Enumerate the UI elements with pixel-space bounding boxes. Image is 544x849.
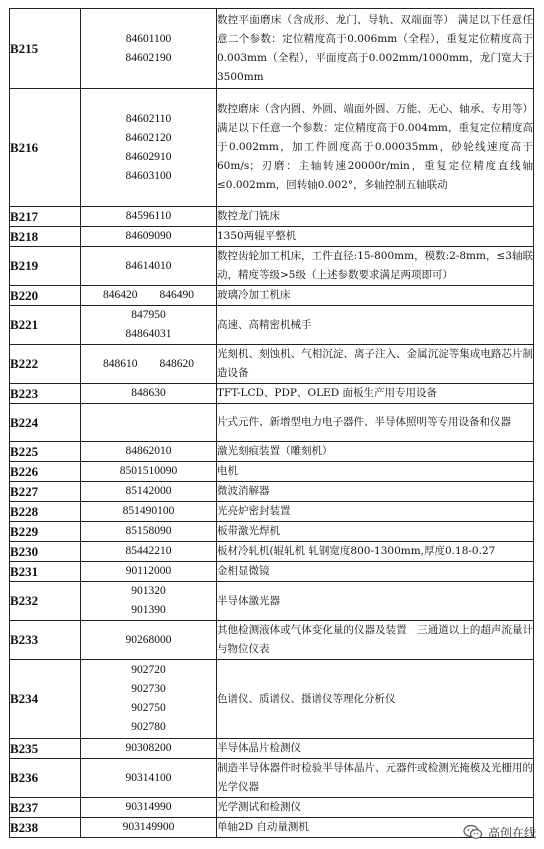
- hs-code: 84601100: [125, 32, 172, 45]
- hs-code: 902720: [131, 664, 166, 676]
- hs-code: 84603100: [125, 169, 172, 182]
- table-row: [10, 404, 534, 442]
- hs-code: 902750: [131, 702, 166, 714]
- hs-code: 84609090: [125, 230, 172, 242]
- item-id: B233: [10, 621, 81, 660]
- item-id: B220: [10, 286, 81, 306]
- hs-code-cell: [81, 798, 217, 818]
- item-id: B215: [10, 9, 81, 89]
- item-description: 光亮炉密封装置: [217, 502, 534, 522]
- item-description: 片式元件、新增型电力电子器件、半导体照明等专用设备和仪器: [217, 404, 534, 442]
- hs-code-cell: [81, 227, 217, 247]
- table-row: [10, 621, 534, 660]
- equipment-table: [9, 8, 534, 838]
- table-row: [10, 89, 534, 207]
- hs-code-cell: [81, 247, 217, 286]
- table-row: [10, 522, 534, 542]
- hs-code: 84862010: [125, 445, 172, 457]
- hs-code-cell: [81, 739, 217, 759]
- item-description: 制造半导体器件时检验半导体晶片、元器件或检测光掩模及光栅用的光学仪器: [217, 759, 534, 798]
- item-description: 激光刻痕装置（雕刻机）: [217, 442, 534, 462]
- item-id: B229: [10, 522, 81, 542]
- item-description: 半导体激光器: [217, 582, 534, 621]
- item-id: B223: [10, 384, 81, 404]
- hs-code: 90268000: [125, 633, 172, 646]
- table-row: [10, 384, 534, 404]
- item-description: 1350两辊平整机: [217, 227, 534, 247]
- item-id: B221: [10, 306, 81, 345]
- item-description: 色谱仪、质谱仪、摄谱仪等理化分析仪: [217, 660, 534, 739]
- hs-code: 85142000: [125, 485, 172, 497]
- hs-code: 8501510090: [119, 465, 178, 477]
- table-row: [10, 562, 534, 582]
- hs-code: 90112000: [125, 565, 172, 577]
- item-id: B217: [10, 207, 81, 227]
- table-row: [10, 582, 534, 621]
- hs-code: 90314100: [125, 771, 172, 784]
- table-row: [10, 462, 534, 482]
- item-description: 数控磨床（含内圆、外圆、端面外圆、万能、无心、轴承、专用等） 满足以下任意一个参数：定位精度高于0.004mm，重复定位精度高于0.002mm，加工件圆度高于0.00035mm，砂轮线速度高于60m/s；刃磨：主轴转速20000r/min，重复定位精度直线轴≤0.002mm，回转轴0.002°，多轴控制五轴联动: [217, 89, 534, 207]
- item-id: B237: [10, 798, 81, 818]
- hs-code-cell: [81, 9, 217, 89]
- hs-code-cell: [81, 404, 217, 442]
- wechat-icon: [463, 824, 483, 840]
- hs-code: 847950: [131, 309, 166, 321]
- item-description: 数控齿轮加工机床，工件直径:15-800mm，模数:2-8mm，≤3轴联动，精度等级>5级（上述参数要求满足两项即可）: [217, 247, 534, 286]
- table-row: [10, 502, 534, 522]
- hs-code: 84602910: [125, 150, 172, 163]
- hs-code-cell: [81, 562, 217, 582]
- item-id: B219: [10, 247, 81, 286]
- hs-code-cell: [81, 482, 217, 502]
- hs-code-cell: [81, 345, 217, 384]
- table-row: [10, 207, 534, 227]
- hs-code-cell: [81, 286, 217, 306]
- item-id: B238: [10, 818, 81, 838]
- hs-code: 90314990: [125, 801, 172, 813]
- hs-code: 848620: [159, 357, 194, 370]
- item-id: B236: [10, 759, 81, 798]
- hs-code-cell: [81, 462, 217, 482]
- hs-code: 901320: [131, 585, 166, 597]
- item-id: B234: [10, 660, 81, 739]
- item-id: B227: [10, 482, 81, 502]
- hs-code-cell: [81, 442, 217, 462]
- item-id: B235: [10, 739, 81, 759]
- hs-code-cell: [81, 207, 217, 227]
- hs-code-cell: [81, 89, 217, 207]
- hs-code: 84864031: [125, 328, 172, 340]
- hs-code-cell: [81, 818, 217, 838]
- table-row: [10, 739, 534, 759]
- item-description: 其他检测液体或气体变化量的仪器及装置 三通道以上的超声流量计与物位仪表: [217, 621, 534, 660]
- item-description: 玻璃冷加工机床: [217, 286, 534, 306]
- hs-code: 848610: [103, 357, 138, 370]
- item-id: B231: [10, 562, 81, 582]
- hs-code-cell: [81, 522, 217, 542]
- hs-code-cell: [81, 502, 217, 522]
- item-description: 金相显微镜: [217, 562, 534, 582]
- hs-code: 901390: [131, 604, 166, 616]
- watermark: [463, 821, 536, 843]
- item-description: 板材冷轧机(辊轧机 轧钢宽度800-1300mm,厚度0.18-0.27: [217, 542, 534, 562]
- hs-code-cell: [81, 306, 217, 345]
- table-row: [10, 818, 534, 838]
- item-description: 数控平面磨床（含成形、龙门、导轨、双端面等） 满足以下任意任意二个参数：定位精度高于0.006mm（全程），重复定位精度高于0.003mm（全程），平面度高于0.002mm/1000mm，龙门宽大于3500mm: [217, 9, 534, 89]
- hs-code: 84602110: [125, 112, 172, 125]
- table-row: [10, 482, 534, 502]
- hs-code: 848630: [131, 387, 166, 399]
- item-id: B222: [10, 345, 81, 384]
- hs-code-cell: [81, 582, 217, 621]
- watermark-text: 高创在线: [487, 825, 536, 840]
- item-description: 数控龙门铣床: [217, 207, 534, 227]
- table-row: [10, 798, 534, 818]
- item-id: B230: [10, 542, 81, 562]
- hs-code-cell: [81, 759, 217, 798]
- table-row: [10, 247, 534, 286]
- hs-code: 846420: [103, 289, 138, 301]
- hs-code: 85442210: [125, 545, 172, 557]
- hs-code: 84596110: [125, 210, 172, 222]
- hs-code-cell: [81, 384, 217, 404]
- table-row: [10, 660, 534, 739]
- table-row: [10, 227, 534, 247]
- table-row: [10, 759, 534, 798]
- hs-code: 84602120: [125, 131, 172, 144]
- item-description: 电机: [217, 462, 534, 482]
- item-description: 高速、高精密机械手: [217, 306, 534, 345]
- item-description: 光刻机、刻蚀机、气相沉淀、离子注入、金属沉淀等集成电路芯片制造设备: [217, 345, 534, 384]
- hs-code: 84614010: [125, 259, 172, 272]
- hs-code: 902780: [131, 721, 166, 733]
- table-row: [10, 345, 534, 384]
- item-id: B225: [10, 442, 81, 462]
- hs-code: 846490: [159, 289, 194, 301]
- table-row: [10, 442, 534, 462]
- hs-code-cell: [81, 621, 217, 660]
- item-description: 微波消解器: [217, 482, 534, 502]
- hs-code-cell: [81, 660, 217, 739]
- item-description: 板带激光焊机: [217, 522, 534, 542]
- item-id: B218: [10, 227, 81, 247]
- table-row: [10, 542, 534, 562]
- table-row: [10, 286, 534, 306]
- hs-code: 903149900: [122, 821, 175, 833]
- item-id: B232: [10, 582, 81, 621]
- hs-code-cell: [81, 542, 217, 562]
- item-id: B216: [10, 89, 81, 207]
- hs-code: 902730: [131, 683, 166, 695]
- hs-code: 851490100: [122, 505, 175, 517]
- item-id: B226: [10, 462, 81, 482]
- hs-code: 84602190: [125, 51, 172, 64]
- hs-code: 90308200: [125, 742, 172, 754]
- table-row: [10, 306, 534, 345]
- item-id: B228: [10, 502, 81, 522]
- item-id: B224: [10, 404, 81, 442]
- table-row: [10, 9, 534, 89]
- hs-code: 85158090: [125, 525, 172, 537]
- item-description: 光学测试和检测仪: [217, 798, 534, 818]
- item-description: TFT-LCD、PDP、OLED 面板生产用专用设备: [217, 384, 534, 404]
- item-description: 单轴2D 自动量测机: [217, 818, 534, 838]
- item-description: 半导体晶片检测仪: [217, 739, 534, 759]
